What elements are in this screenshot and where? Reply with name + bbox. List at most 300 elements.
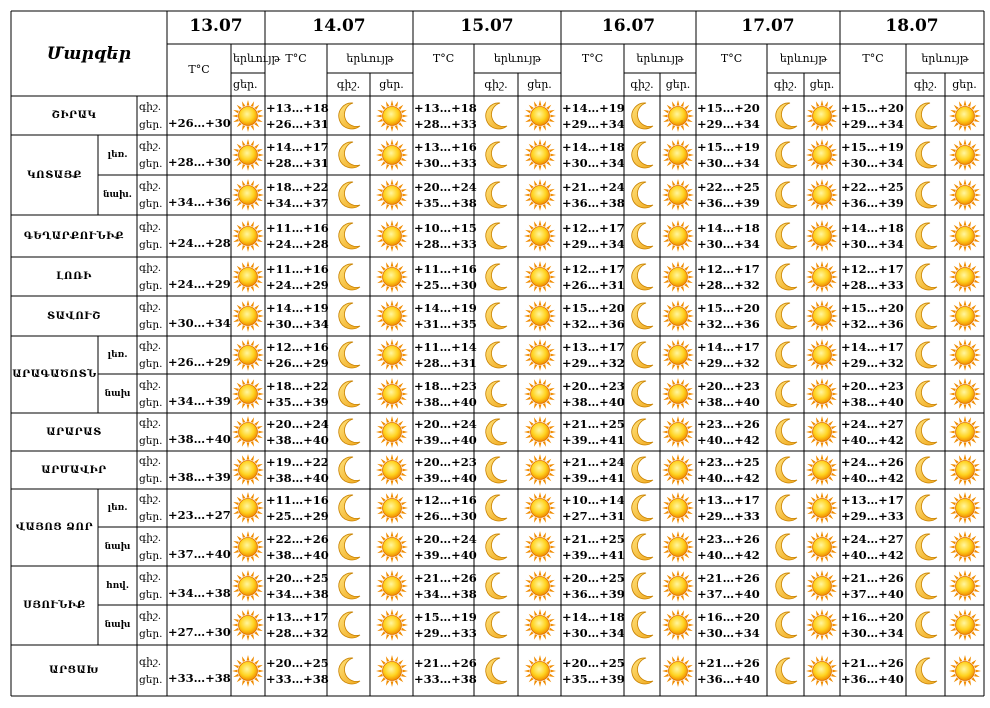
sun-icon	[233, 262, 263, 296]
night-row-label: գիշ.	[139, 610, 162, 622]
zone-label: նախ	[104, 388, 131, 399]
moon-icon	[629, 340, 655, 374]
temp-day: +28…+31	[266, 156, 329, 170]
night-row-label: գիշ.	[139, 378, 162, 391]
date-4: 17.07	[741, 16, 795, 36]
temp-day: +27…+31	[562, 509, 625, 523]
temp-day: +28…+33	[414, 237, 477, 251]
date-13-07: 13.07	[189, 16, 243, 36]
sun-icon	[233, 455, 263, 489]
temp-night: +19…+22	[266, 455, 329, 469]
day-header: ցեր.	[527, 78, 552, 91]
sun-icon	[950, 532, 980, 566]
sun-icon	[663, 610, 693, 644]
moon-icon	[629, 493, 655, 527]
temp-night: +10…+15	[414, 221, 477, 235]
sun-icon	[377, 101, 407, 135]
moon-icon	[629, 180, 655, 214]
moon-icon	[629, 610, 655, 644]
temp-night: +22…+25	[697, 180, 760, 194]
temp-night: +10…+14	[562, 493, 625, 507]
moon-icon	[483, 493, 509, 527]
moon-icon	[773, 493, 799, 527]
moon-icon	[629, 101, 655, 135]
temp-day: +30…+34	[266, 317, 329, 331]
sun-icon	[950, 656, 980, 690]
temp-night: +23…+25	[697, 455, 760, 469]
day-header: ցեր.	[233, 78, 258, 91]
temp-night: +12…+17	[562, 261, 625, 276]
moon-icon	[773, 340, 799, 374]
sun-icon	[950, 455, 980, 489]
temp-day: +26…+29	[168, 355, 231, 369]
sun-icon	[807, 532, 837, 566]
moon-icon	[773, 221, 799, 255]
temp-night: +21…+24	[562, 455, 625, 469]
sun-icon	[807, 455, 837, 489]
temp-day: +38…+40	[697, 394, 760, 409]
temp-night: +13…+18	[266, 100, 329, 115]
sun-icon	[950, 140, 980, 174]
moon-icon	[629, 656, 655, 690]
night-row-label: գիշ.	[139, 531, 162, 544]
temp-night: +12…+17	[562, 221, 625, 235]
moon-icon	[629, 262, 655, 296]
day-row-label: ցեր.	[139, 279, 163, 292]
moon-icon	[773, 140, 799, 174]
temp-night: +13…+17	[697, 493, 760, 507]
temp-day: +36…+40	[697, 671, 760, 686]
moon-icon	[336, 262, 362, 296]
night-row-label: գիշ.	[139, 261, 162, 274]
temp-day: +40…+42	[841, 433, 904, 447]
temp-day: +29…+34	[562, 116, 625, 131]
sun-icon	[807, 340, 837, 374]
moon-icon	[773, 656, 799, 690]
weather-header: երևույթ	[636, 52, 684, 65]
temp-day: +23…+27	[168, 508, 231, 522]
sun-icon	[950, 101, 980, 135]
moon-icon	[483, 221, 509, 255]
temp-day: +24…+28	[168, 236, 231, 250]
moon-icon	[773, 455, 799, 489]
region-name: ԱՐՄԱՎԻՐ	[41, 464, 107, 476]
sun-icon	[950, 301, 980, 335]
temp-day: +40…+42	[841, 471, 904, 485]
temp-night: +13…+17	[841, 493, 904, 507]
sun-icon	[663, 417, 693, 451]
temp-night: +18…+22	[266, 180, 329, 194]
temp-day: +34…+37	[266, 196, 329, 210]
moon-icon	[336, 656, 362, 690]
moon-icon	[483, 656, 509, 690]
moon-icon	[913, 101, 939, 135]
temp-day: +31…+35	[414, 317, 477, 331]
sun-icon	[377, 610, 407, 644]
sun-icon	[663, 571, 693, 605]
date-1: 14.07	[312, 16, 366, 36]
night-header: գիշ.	[913, 78, 938, 91]
temp-night: +24…+27	[841, 531, 904, 546]
temp-night: +11…+16	[414, 261, 477, 276]
moon-icon	[913, 571, 939, 605]
temp-night: +22…+26	[266, 531, 329, 546]
temp-day: +36…+39	[697, 196, 760, 210]
temp-night: +15…+19	[697, 140, 760, 154]
moon-icon	[773, 379, 799, 413]
temp-night: +20…+24	[414, 531, 477, 546]
temp-day: +32…+36	[697, 317, 760, 331]
temp-day: +34…+38	[414, 586, 477, 601]
moon-icon	[629, 532, 655, 566]
zone-label: լեռ.	[107, 503, 128, 513]
temp-night: +20…+23	[841, 378, 904, 393]
night-header: գիշ.	[773, 78, 798, 91]
temp-day: +30…+33	[414, 156, 477, 170]
temp-header: T°C	[581, 52, 604, 65]
moon-icon	[913, 656, 939, 690]
sun-icon	[807, 379, 837, 413]
night-row-label: գիշ.	[139, 180, 162, 192]
temp-night: +20…+23	[414, 455, 477, 469]
sun-icon	[663, 656, 693, 690]
sun-icon	[377, 455, 407, 489]
temp-night: +12…+16	[266, 340, 329, 354]
night-row-label: գիշ.	[139, 301, 162, 313]
sun-icon	[525, 101, 555, 135]
sun-icon	[233, 610, 263, 644]
moon-icon	[913, 417, 939, 451]
temp-day: +38…+40	[266, 547, 329, 562]
night-row-label: գիշ.	[139, 455, 162, 467]
moon-icon	[913, 610, 939, 644]
sun-icon	[663, 379, 693, 413]
temp-night: +21…+26	[697, 570, 760, 585]
moon-icon	[336, 532, 362, 566]
night-row-label: գիշ.	[139, 100, 162, 113]
moon-icon	[629, 221, 655, 255]
moon-icon	[483, 301, 509, 335]
temp-night: +15…+19	[414, 610, 477, 624]
sun-icon	[233, 140, 263, 174]
temp-night: +20…+24	[414, 180, 477, 194]
temp-night: +21…+25	[562, 417, 625, 431]
temp-day: +37…+40	[841, 586, 904, 601]
temp-day: +30…+34	[841, 237, 904, 251]
moon-icon	[773, 262, 799, 296]
sun-icon	[233, 180, 263, 214]
temp-night: +14…+18	[697, 221, 760, 235]
moon-icon	[773, 301, 799, 335]
sun-icon	[525, 532, 555, 566]
sun-icon	[807, 610, 837, 644]
temp-day: +29…+32	[697, 356, 760, 370]
region-name: ԳԵՂԱՐՔՈՒՆԻՔ	[23, 230, 125, 242]
sun-icon	[950, 221, 980, 255]
region-name: ՎԱՅՈՑ ՁՈՐ	[15, 522, 94, 533]
temp-day: +29…+34	[562, 237, 625, 251]
moon-icon	[336, 180, 362, 214]
moon-icon	[913, 301, 939, 335]
moon-icon	[336, 493, 362, 527]
moon-icon	[336, 455, 362, 489]
night-row-label: գիշ.	[139, 221, 162, 233]
moon-icon	[336, 140, 362, 174]
region-name: ՏԱՎՈՒՇ	[47, 310, 101, 322]
date-5: 18.07	[885, 16, 939, 36]
region-name: ԼՈՌԻ	[56, 271, 92, 282]
temp-header: T°C	[285, 52, 307, 65]
zone-label: հով.	[106, 580, 129, 591]
sun-icon	[525, 301, 555, 335]
day-row-label: ցեր.	[139, 473, 163, 485]
temp-night: +13…+18	[414, 100, 477, 115]
temp-day: +32…+36	[841, 317, 904, 331]
night-header: գիշ.	[336, 78, 361, 91]
sun-icon	[233, 340, 263, 374]
moon-icon	[483, 571, 509, 605]
night-row-label: գիշ.	[139, 417, 162, 429]
moon-icon	[913, 379, 939, 413]
temp-day: +34…+38	[168, 585, 231, 600]
temp-night: +20…+24	[266, 417, 329, 431]
temp-day: +25…+30	[414, 277, 477, 292]
temp-night: +21…+26	[414, 655, 477, 670]
zone-label: նախ	[104, 541, 131, 552]
sun-icon	[525, 180, 555, 214]
temp-day: +26…+29	[266, 356, 329, 370]
temp-day: +39…+41	[562, 433, 625, 447]
temp-day: +28…+33	[841, 277, 904, 292]
day-row-label: ցեր.	[139, 396, 163, 409]
sun-icon	[663, 340, 693, 374]
temp-header: T°C	[720, 52, 743, 65]
moon-icon	[483, 340, 509, 374]
temp-day: +36…+38	[562, 196, 625, 210]
temp-night: +18…+23	[414, 378, 477, 393]
day-row-label: ցեր.	[139, 588, 163, 601]
temp-day: +39…+40	[414, 471, 477, 485]
temp-day: +33…+38	[414, 671, 477, 686]
sun-icon	[233, 532, 263, 566]
sun-icon	[950, 180, 980, 214]
moon-icon	[483, 379, 509, 413]
sun-icon	[950, 379, 980, 413]
region-name: ՍՅՈՒՆԻՔ	[23, 600, 86, 611]
temp-day: +30…+34	[841, 626, 904, 640]
temp-night: +14…+19	[562, 100, 625, 115]
sun-icon	[377, 571, 407, 605]
temp-header: T°C	[862, 52, 884, 65]
night-row-label: գիշ.	[139, 570, 162, 583]
sun-icon	[377, 262, 407, 296]
temp-day: +30…+34	[697, 626, 760, 640]
temp-day: +28…+32	[266, 626, 329, 640]
sun-icon	[807, 571, 837, 605]
weather-header: երևույթ	[233, 52, 281, 65]
moon-icon	[913, 532, 939, 566]
temp-night: +20…+23	[697, 378, 760, 393]
temp-night: +20…+23	[562, 378, 625, 393]
night-row-label: գիշ.	[139, 340, 162, 352]
temp-day: +40…+42	[697, 547, 760, 562]
temp-night: +14…+17	[266, 140, 329, 154]
moon-icon	[773, 571, 799, 605]
sun-icon	[807, 140, 837, 174]
moon-icon	[629, 417, 655, 451]
sun-icon	[377, 532, 407, 566]
sun-icon	[525, 221, 555, 255]
temp-day: +34…+39	[168, 393, 231, 408]
temp-night: +14…+19	[266, 301, 329, 315]
temp-day: +24…+28	[266, 237, 329, 251]
sun-icon	[807, 262, 837, 296]
moon-icon	[483, 610, 509, 644]
moon-icon	[629, 301, 655, 335]
sun-icon	[377, 493, 407, 527]
moon-icon	[913, 493, 939, 527]
temp-night: +14…+18	[562, 610, 625, 624]
sun-icon	[377, 180, 407, 214]
temp-night: +20…+24	[414, 417, 477, 431]
temp-day: +30…+34	[697, 156, 760, 170]
sun-icon	[233, 571, 263, 605]
day-header: ցեր.	[665, 78, 691, 91]
sun-icon	[233, 656, 263, 690]
temp-night: +23…+26	[697, 531, 760, 546]
sun-icon	[525, 262, 555, 296]
moon-icon	[773, 417, 799, 451]
moon-icon	[483, 101, 509, 135]
temp-day: +35…+38	[414, 196, 477, 210]
temp-night: +13…+17	[266, 610, 329, 624]
weather-header: երևույթ	[921, 52, 969, 65]
moon-icon	[773, 180, 799, 214]
temp-day: +40…+42	[697, 471, 760, 485]
temp-header: T°C	[432, 52, 455, 65]
sun-icon	[525, 610, 555, 644]
region-name: ԱՐՑԱԽ	[49, 665, 99, 676]
temp-day: +30…+34	[841, 156, 904, 170]
temp-day: +29…+34	[697, 116, 760, 131]
temp-day: +29…+33	[697, 509, 760, 523]
sun-icon	[377, 379, 407, 413]
temp-day: +28…+32	[697, 277, 760, 292]
temp-day: +39…+40	[414, 433, 477, 447]
moon-icon	[913, 180, 939, 214]
temp-day: +38…+40	[168, 432, 231, 446]
sun-icon	[807, 493, 837, 527]
temp-night: +13…+17	[562, 340, 625, 354]
temp-day: +30…+34	[562, 626, 625, 640]
temp-night: +15…+20	[697, 100, 760, 115]
day-row-label: ցեր.	[139, 358, 163, 370]
temp-day: +39…+40	[414, 547, 477, 562]
temp-day: +38…+40	[266, 433, 329, 447]
temp-night: +21…+26	[697, 655, 760, 670]
sun-icon	[377, 140, 407, 174]
temp-day: +28…+31	[414, 356, 477, 370]
sun-icon	[233, 101, 263, 135]
sun-icon	[663, 301, 693, 335]
temp-night: +20…+25	[266, 655, 329, 670]
zone-label: լեռ.	[107, 350, 128, 360]
sun-icon	[663, 101, 693, 135]
temp-night: +11…+16	[266, 261, 329, 276]
temp-day: +29…+33	[414, 626, 477, 640]
moon-icon	[913, 262, 939, 296]
sun-icon	[807, 221, 837, 255]
region-name: ԱՐԱԳԱԾՈՏՆ	[12, 369, 97, 380]
temp-day: +28…+30	[168, 155, 231, 169]
day-row-label: ցեր.	[139, 239, 163, 251]
day-row-label: ցեր.	[139, 673, 163, 686]
temp-day: +26…+31	[266, 116, 329, 131]
moon-icon	[773, 610, 799, 644]
temp-day: +40…+42	[697, 433, 760, 447]
day-row-label: ցեր.	[139, 435, 163, 447]
temp-day: +24…+29	[266, 277, 329, 292]
weather-header: երևույթ	[779, 52, 828, 65]
temp-night: +14…+17	[697, 340, 760, 354]
temp-night: +21…+25	[562, 531, 625, 546]
temp-night: +14…+18	[841, 221, 904, 235]
sun-icon	[807, 180, 837, 214]
temp-day: +39…+41	[562, 547, 625, 562]
temp-day: +27…+30	[168, 625, 231, 639]
moon-icon	[483, 140, 509, 174]
region-name: ԿՈՏԱՅՔ	[27, 169, 82, 181]
day-row-label: ցեր.	[139, 158, 163, 170]
temp-night: +24…+26	[841, 455, 904, 469]
moon-icon	[336, 221, 362, 255]
moon-icon	[483, 455, 509, 489]
temp-day: +30…+34	[562, 156, 625, 170]
moon-icon	[773, 532, 799, 566]
temp-night: +21…+26	[841, 655, 904, 670]
temp-night: +12…+17	[841, 261, 904, 276]
sun-icon	[950, 571, 980, 605]
temp-day: +36…+40	[841, 671, 904, 686]
moon-icon	[336, 571, 362, 605]
sun-icon	[950, 262, 980, 296]
sun-icon	[377, 656, 407, 690]
moon-icon	[483, 180, 509, 214]
moon-icon	[913, 221, 939, 255]
temp-day: +30…+34	[168, 316, 231, 330]
moon-icon	[336, 379, 362, 413]
sun-icon	[525, 571, 555, 605]
temp-day: +29…+32	[841, 356, 904, 370]
moon-icon	[629, 379, 655, 413]
sun-icon	[525, 379, 555, 413]
night-header: գիշ.	[630, 78, 654, 91]
temp-day: +37…+40	[697, 586, 760, 601]
temp-day: +34…+38	[266, 586, 329, 601]
day-header: ցեր.	[379, 78, 404, 91]
moon-icon	[483, 417, 509, 451]
temp-day: +36…+39	[841, 196, 904, 210]
temp-night: +16…+20	[841, 610, 904, 624]
sun-icon	[233, 417, 263, 451]
sun-icon	[233, 379, 263, 413]
moon-icon	[336, 417, 362, 451]
temp-day: +36…+39	[562, 586, 625, 601]
sun-icon	[377, 417, 407, 451]
night-row-label: գիշ.	[139, 140, 162, 152]
sun-icon	[807, 417, 837, 451]
temp-day: +35…+39	[266, 394, 329, 409]
